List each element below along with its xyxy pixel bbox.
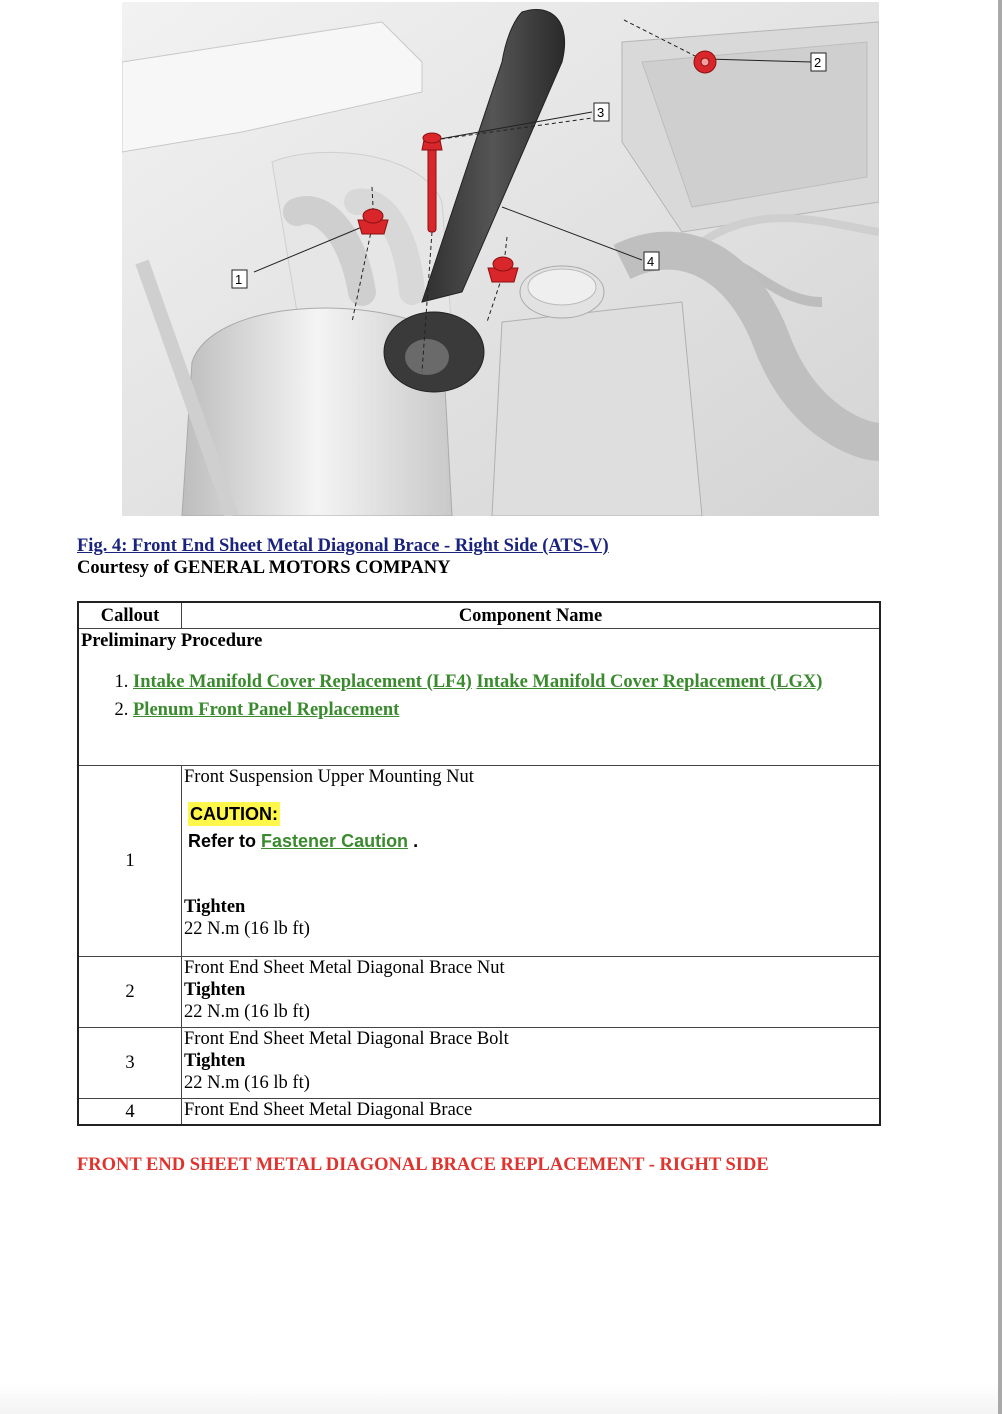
callout-4 (644, 252, 659, 270)
component-name: Front End Sheet Metal Diagonal Brace Bolt (184, 1029, 509, 1049)
table-row (78, 1028, 880, 1099)
caution-label: CAUTION: (190, 804, 278, 824)
callout-1-label: 1 (235, 272, 243, 287)
fastener-nut-2 (694, 51, 716, 73)
callout-number: 1 (78, 766, 182, 957)
callout-2-label: 2 (814, 55, 822, 70)
engine-bay-illustration (122, 2, 879, 516)
caution-block (188, 802, 877, 852)
caution-suffix: . (413, 831, 419, 851)
preliminary-step (133, 671, 877, 693)
component-cell (182, 957, 881, 1028)
link-intake-manifold-lf4[interactable]: Intake Manifold Cover Replacement (LF4) (133, 672, 472, 692)
component-cell (182, 1028, 881, 1099)
component-name: Front End Sheet Metal Diagonal Brace Nut (184, 958, 505, 978)
torque-value: 22 N.m (16 lb ft) (184, 919, 310, 939)
table-row (78, 957, 880, 1028)
preliminary-steps (81, 671, 877, 721)
washer-reservoir (492, 302, 702, 516)
header-callout: Callout (78, 602, 182, 629)
figure-courtesy: Courtesy of GENERAL MOTORS COMPANY (77, 558, 451, 578)
link-plenum-front-panel[interactable]: Plenum Front Panel Replacement (133, 700, 400, 720)
preliminary-step (133, 699, 877, 721)
torque-value: 22 N.m (16 lb ft) (184, 1073, 310, 1093)
callout-3 (594, 103, 609, 121)
header-component-name: Component Name (182, 602, 881, 629)
tighten-label: Tighten (184, 980, 246, 1000)
component-cell (182, 766, 881, 957)
spacer (184, 852, 877, 896)
torque-value: 22 N.m (16 lb ft) (184, 1002, 310, 1022)
callout-number: 2 (78, 957, 182, 1028)
tighten-label: Tighten (184, 1051, 246, 1071)
link-fastener-caution[interactable]: Fastener Caution (261, 831, 409, 851)
preliminary-title: Preliminary Procedure (81, 631, 263, 651)
table-header-row (78, 602, 880, 629)
preliminary-cell (78, 629, 880, 766)
preliminary-row (78, 629, 880, 766)
callout-number: 4 (78, 1099, 182, 1126)
caution-prefix: Refer to (188, 831, 257, 851)
callout-1 (232, 270, 247, 288)
table-row (78, 766, 880, 957)
caution-text (188, 830, 877, 852)
figure-caption-link[interactable]: Fig. 4: Front End Sheet Metal Diagonal Brace - Right Side (ATS-V) (77, 536, 609, 556)
component-cell (182, 1099, 881, 1126)
scrollbar-edge[interactable] (998, 0, 1002, 1414)
component-name: Front Suspension Upper Mounting Nut (184, 767, 474, 787)
component-name: Front End Sheet Metal Diagonal Brace (184, 1100, 473, 1120)
callout-3-label: 3 (597, 105, 605, 120)
section-heading: FRONT END SHEET METAL DIAGONAL BRACE REPLACEMENT - RIGHT SIDE (77, 1155, 769, 1175)
table-row (78, 1099, 880, 1126)
component-table (77, 601, 881, 1126)
callout-number: 3 (78, 1028, 182, 1099)
callout-4-label: 4 (647, 254, 655, 269)
callout-2 (811, 53, 826, 71)
tighten-label: Tighten (184, 897, 246, 917)
link-intake-manifold-lgx[interactable]: Intake Manifold Cover Replacement (LGX) (476, 672, 823, 692)
illustration-svg (122, 2, 879, 516)
page-bottom-fade (0, 1384, 998, 1414)
